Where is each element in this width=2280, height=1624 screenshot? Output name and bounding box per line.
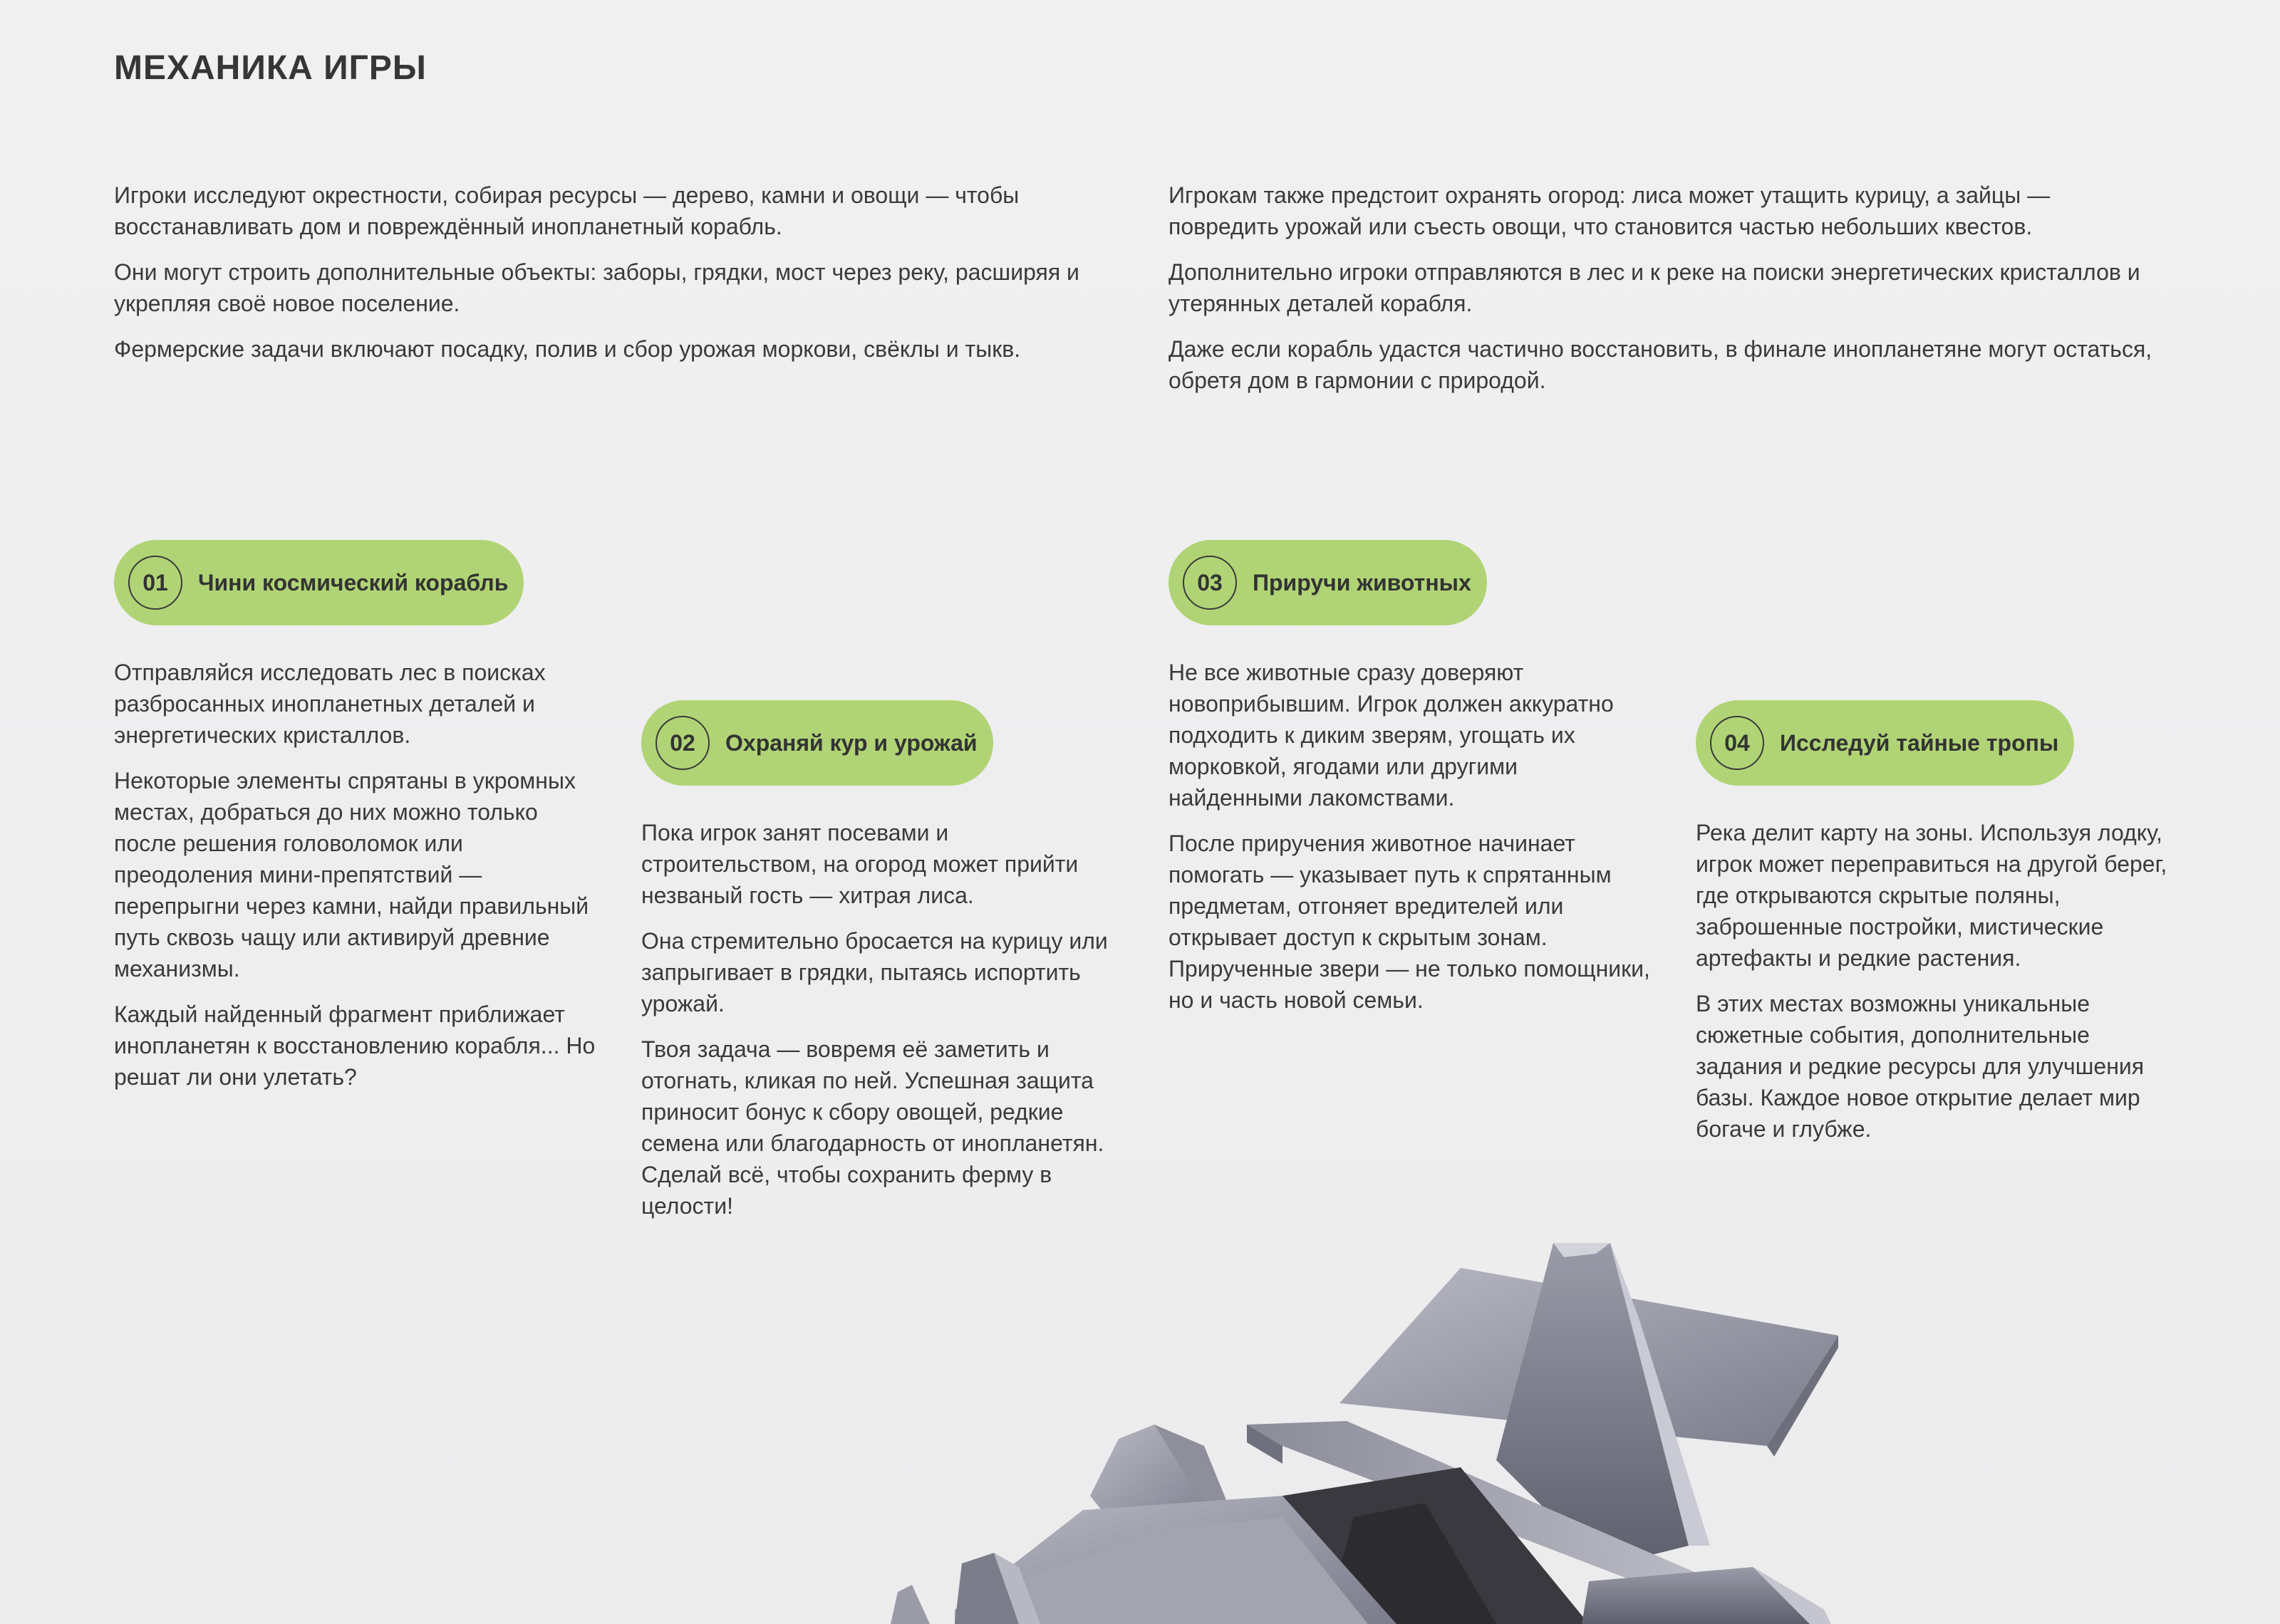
mechanic-paragraph: Твоя задача — вовремя её заметить и отогнать, кликая по ней. Успешная защита приносит бонус к сбору овощей, редкие семена или благодарность от инопланетян. Сделай всё, чтобы сохранить ферму в целости! [641,1036,1104,1219]
mechanic-card-3 [1168,540,1653,1030]
mechanic-pill [1696,700,2074,786]
mechanic-title: Приручи животных [1253,569,1471,595]
mechanic-number: 01 [128,556,182,610]
intro-paragraph: Дополнительно игроки отправляются в лес и к реке на поиски энергетических кристаллов и утерянных деталей корабля. [1168,259,2140,316]
mechanic-paragraph: После приручения животное начинает помогать — указывает путь к спрятанным предметам, отгоняет вредителей или открывает доступ к скрытым зонам. Прирученные звери — не только помощники, но и часть новой семьи. [1168,831,1650,1013]
mechanic-card-1 [114,540,598,1107]
mechanic-number: 04 [1710,716,1764,770]
mechanic-paragraph: Отправляйся исследовать лес в поисках разбросанных инопланетных деталей и энергетических кристаллов. [114,660,546,748]
mechanic-pill [641,700,993,786]
mechanic-pill [1168,540,1487,625]
mechanic-number: 02 [656,716,710,770]
mechanic-paragraph: Не все животные сразу доверяют новоприбывшим. Игрок должен аккуратно подходить к диким зверям, угощать их морковкой, ягодами или другими найденными лакомствами. [1168,660,1614,811]
intro-right-column [1168,179,2166,410]
mechanic-paragraph: В этих местах возможны уникальные сюжетные события, дополнительные задания и редкие ресурсы для улучшения базы. Каждое новое открытие делает мир богаче и глубже. [1696,991,2145,1142]
intro-left-column [114,179,1112,379]
mechanic-card-2 [641,700,1126,1236]
mechanic-paragraph: Пока игрок занят посевами и строительством, на огород может прийти незваный гость — хитрая лиса. [641,820,1079,908]
mechanic-title: Охраняй кур и урожай [725,729,978,756]
intro-paragraph: Игрокам также предстоит охранять огород: лиса может утащить курицу, а зайцы — повредить урожай или съесть овощи, что становится частью небольших квестов. [1168,182,2051,239]
mechanic-number: 03 [1183,556,1237,610]
intro-paragraph: Даже если корабль удастся частично восстановить, в финале инопланетяне могут остаться, обретя дом в гармонии с природой. [1168,336,2152,393]
mechanic-paragraph: Она стремительно бросается на курицу или запрыгивает в грядки, пытаясь испортить урожай. [641,928,1108,1016]
mechanic-paragraph: Некоторые элементы спрятаны в укромных местах, добраться до них можно только после решения головоломок или преодоления мини-препятствий — перепрыгни через камни, найди правильный путь сквозь чащу или активируй древние механизмы. [114,768,589,982]
spaceship-wreck-icon [784,1211,1995,1624]
intro-paragraph: Фермерские задачи включают посадку, полив и сбор урожая моркови, свёклы и тыкв. [114,336,1021,362]
mechanic-pill [114,540,524,625]
intro-paragraph: Они могут строить дополнительные объекты: заборы, грядки, мост через реку, расширяя и укрепляя своё новое поселение. [114,259,1079,316]
page-title: МЕХАНИКА ИГРЫ [114,49,427,87]
intro-paragraph: Игроки исследуют окрестности, собирая ресурсы — дерево, камни и овощи — чтобы восстанавливать дом и повреждённый инопланетный корабль. [114,182,1020,239]
mechanic-title: Чини космический корабль [198,569,509,595]
mechanic-title: Исследуй тайные тропы [1780,729,2059,756]
mechanic-paragraph: Каждый найденный фрагмент приближает инопланетян к восстановлению корабля... Но решат ли они улетать? [114,1001,596,1090]
mechanic-paragraph: Река делит карту на зоны. Используя лодку, игрок может переправиться на другой берег, где открываются скрытые поляны, заброшенные постройки, мистические артефакты и редкие растения. [1696,820,2167,971]
mechanic-card-4 [1696,700,2180,1159]
